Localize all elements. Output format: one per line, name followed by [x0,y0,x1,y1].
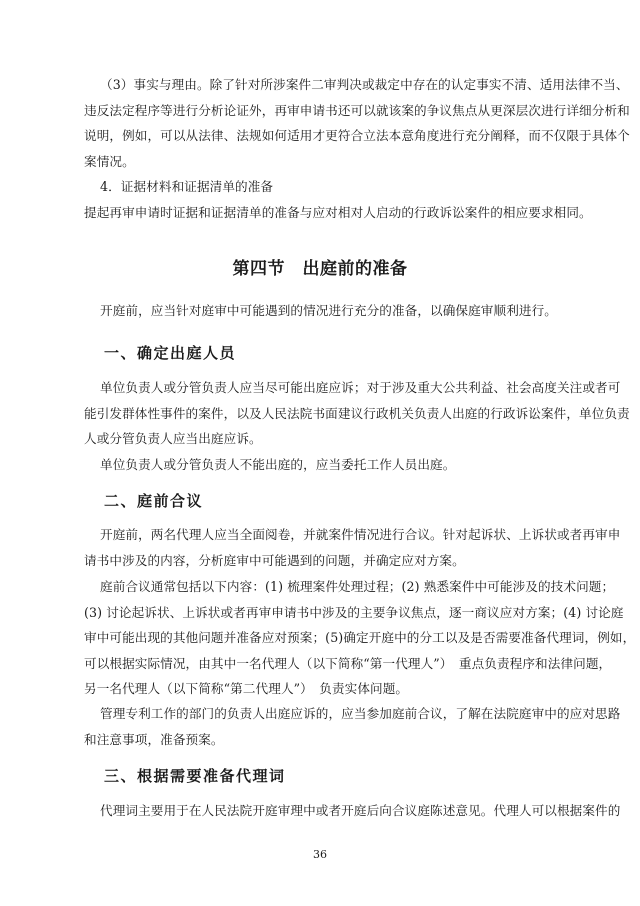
text-line: 请书中涉及的内容，分析庭审中可能遇到的问题，并确定应对方案。 [84,552,465,568]
text-line: 开庭前，两名代理人应当全面阅卷，并就案件情况进行合议。针对起诉状、上诉状或者再审申 [100,527,621,542]
text-line: （3）事实与理由。除了针对所涉案件二审判决或裁定中存在的认定事实不清、适用法律不当、 [100,77,629,92]
paragraph-statement-usage [84,798,621,824]
paragraph-facts-and-reasons [84,72,630,174]
text-line: 单位负责人或分管负责人不能出庭的，应当委托工作人员出庭。 [100,457,456,472]
paragraph-department-head [84,701,621,752]
text-line: 和注意事项，准备预案。 [84,731,224,747]
text-line: 另一名代理人（以下简称“第二代理人”） 负责实体问题。 [84,681,409,696]
text-line: 说明，例如，可以从法律、法规如何适用才更符合立法本意角度进行充分阐释，而不仅限于具体个 [84,128,630,143]
text-line: 单位负责人或分管负责人应当尽可能出庭应诉；对于涉及重大公共利益、社会高度关注或者可 [100,380,621,395]
paragraph-deliberation-contents [84,574,636,702]
text-line: 审中可能出现的其他问题并准备应对预案；(5)确定开庭中的分工以及是否需要准备代理词，例如， [84,630,636,645]
text-line: 开庭前，应当针对庭审中可能遇到的情况进行充分的准备，以确保庭审顺利进行。 [100,303,557,318]
text-line: 违反法定程序等进行分析论证外，再审申请书还可以就该案的争议焦点从更深层次进行详细分析和 [84,102,630,118]
text-line: 庭前合议通常包括以下内容：(1) 梳理案件处理过程；(2) 熟悉案件中可能涉及的技术问题； [100,579,615,594]
section-title: 第四节 出庭前的准备 [232,259,408,279]
text-line: 提起再审申请时证据和证据清单的准备与应对相对人启动的行政诉讼案件的相应要求相同。 [84,205,592,220]
paragraph-evidence-heading [84,174,560,200]
text-line: 案情况。 [84,153,135,169]
paragraph-review-files [84,522,621,573]
page-number: 36 [313,848,327,861]
heading-determine-personnel: 一、确定出庭人员 [104,344,237,362]
text-line: (3) 讨论起诉状、上诉状或者再审申请书中涉及的主要争议焦点，逐一商议应对方案；(4) 讨论庭 [84,604,624,620]
paragraph-evidence-preparation [84,200,592,226]
paragraph-responsible-person [84,375,630,452]
text-line: 可以根据实际情况，由其中一名代理人（以下简称“第一代理人”） 重点负责程序和法律问题， [84,655,612,671]
text-line: 人或分管负责人应当出庭应诉。 [84,431,262,446]
heading-prepare-statement: 三、根据需要准备代理词 [104,767,286,785]
paragraph-delegate-staff [84,452,560,478]
heading-pretrial-deliberation: 二、庭前合议 [104,492,204,510]
text-line: 管理专利工作的部门的负责人出庭应诉的，应当参加庭前合议，了解在法院庭审中的应对思路 [100,706,621,721]
text-line: 能引发群体性事件的案件，以及人民法院书面建议行政机关负责人出庭的行政诉讼案件，单位负责 [84,405,630,421]
text-line: 代理词主要用于在人民法院开庭审理中或者开庭后向合议庭陈述意见。代理人可以根据案件的 [100,803,621,818]
text-line: 4．证据材料和证据清单的准备 [100,179,274,194]
paragraph-pretrial-intro [84,298,560,324]
